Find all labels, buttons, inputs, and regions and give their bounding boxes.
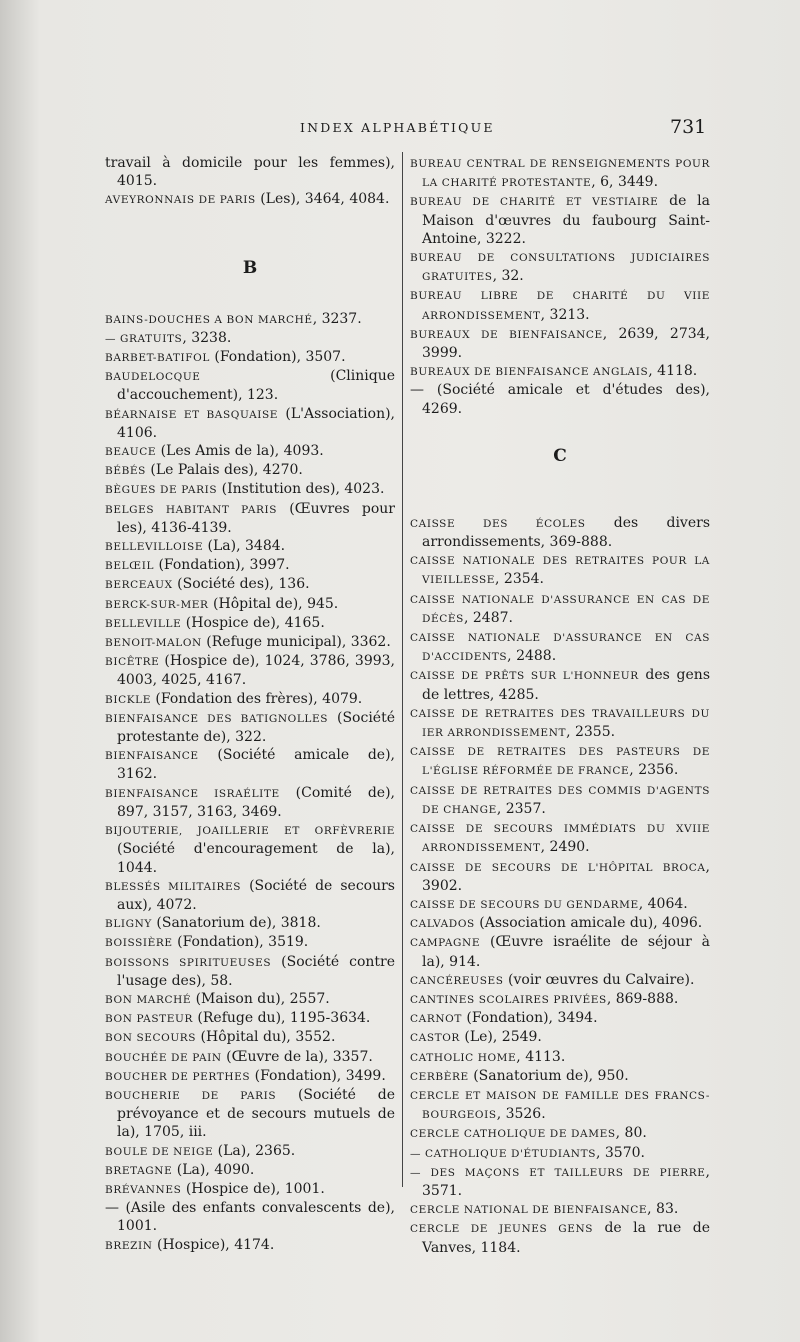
index-entry [105,595,395,614]
index-entry [410,590,710,628]
entry-heading: BAINS-DOUCHES A BON MARCHÉ [105,313,313,326]
entry-text: (Fondation), 3997. [154,557,290,574]
entry-text: (Hospice de), 1024, 3786, 3993, 4003, 4025, 4167. [117,653,395,689]
index-entry [105,1086,395,1142]
entry-text: (voir œuvres du Calvaire). [503,971,695,988]
entry-text: (Société d'encouragement de la), 1044. [117,841,395,876]
entry-heading: BENOIT-MALON [105,637,202,650]
index-entry [105,1009,395,1028]
entry-heading: BERCEAUX [105,579,173,592]
entry-text: (Société de secours aux), 4072. [117,877,395,913]
entry-text: (Œuvres pour les), 4136-4139. [117,500,395,536]
entry-text: (La), 2365. [213,1142,296,1159]
index-entry [105,877,395,914]
index-entry [410,704,710,742]
index-entry [105,953,395,990]
right-column [410,154,710,1257]
entry-heading: BOISSONS SPIRITUEUSES [105,956,272,969]
entry-heading: BOUCHÉE DE PAIN [105,1051,222,1064]
entry-text: (Fondation), 3507. [209,349,346,366]
index-entry [105,1180,395,1199]
entry-text: (Fondation), 3494. [461,1010,598,1027]
running-header [0,116,800,140]
entry-heading: BLESSÉS MILITAIRES [105,880,242,893]
entry-heading: CARNOT [410,1013,462,1026]
entry-text: , 3238. [182,329,232,346]
index-entry [410,1028,710,1047]
index-entry [105,633,395,652]
entry-heading: BUREAU LIBRE DE CHARITÉ DU VIIE ARRONDISSEMENT [410,290,710,322]
entry-heading: BÈGUES DE PARIS [105,484,218,497]
entry-text: (Œuvre de la), 3357. [221,1048,373,1065]
entry-heading: CERBÈRE [410,1070,469,1083]
entry-heading: BÉARNAISE ET BASQUAISE [105,408,279,421]
index-entry [410,819,710,857]
entry-heading: BICKLE [105,693,151,706]
index-entry [105,614,395,633]
index-entry [105,575,395,594]
index-entry [105,990,395,1009]
index-entry [410,781,710,819]
index-entry [410,514,710,551]
index-entry [410,971,710,990]
index-entry [410,286,710,324]
index-entry [105,914,395,933]
entry-text: , 80. [615,1125,647,1142]
entry-text: (Clinique d'accouchement), 123. [117,368,395,404]
entry-text: des divers arrondissements, 369-888. [422,514,711,551]
index-entry [410,381,710,417]
entry-heading: BOUCHER DE PERTHES [105,1070,251,1083]
index-entry [105,367,395,404]
index-entry [105,154,395,190]
entry-text: (L'Association), 4106. [117,405,396,441]
entry-heading: CERCLE CATHOLIQUE DE DAMES [410,1128,616,1141]
index-entry [105,537,395,556]
entry-heading: — DES MAÇONS ET TAILLEURS DE PIERRE [410,1166,706,1179]
index-entry [410,248,710,286]
entry-text: , 2356. [629,762,679,779]
entry-heading: BAUDELOCQUE [105,371,201,384]
entry-text: (Maison du), 2557. [191,990,330,1007]
index-entry [105,500,395,537]
left-column [105,154,395,1255]
index-entry [410,1086,710,1124]
entry-heading: — CATHOLIQUE D'ÉTUDIANTS [410,1147,596,1160]
entry-text: (Société contre l'usage des), 58. [117,953,395,989]
index-entry [410,990,710,1009]
index-entry [410,1163,710,1200]
entry-text: , 3237. [312,310,362,327]
entry-text: de la Maison d'œuvres du faubourg Saint-Antoine, 3222. [422,193,710,247]
index-entry [410,895,710,914]
entry-heading: CAISSE DE PRÊTS SUR L'HONNEUR [410,670,639,683]
left-entries [105,310,395,1255]
left-top-entries [105,154,395,210]
index-entry [105,405,395,442]
entry-heading: CERCLE DE JEUNES GENS [410,1223,594,1236]
entry-text: , 2487. [463,609,513,626]
entry-text: , 3571. [422,1163,710,1199]
entry-heading: CASTOR [410,1032,460,1045]
index-entry [105,329,395,348]
index-entry [410,1048,710,1067]
entry-text: (Le), 2549. [459,1029,542,1046]
index-entry [410,1009,710,1028]
entry-text: (Institution des), 4023. [217,481,385,498]
entry-text: , 3213. [540,306,590,323]
index-entry [105,556,395,575]
page-number: 731 [670,116,707,138]
entry-text: (Sanatorium de), 950. [468,1067,629,1084]
index-entry [410,666,710,703]
entry-heading: BON PASTEUR [105,1013,193,1026]
index-entry [105,652,395,689]
entry-heading: BON SECOURS [105,1032,197,1045]
index-entry [105,190,395,209]
entry-heading: CALVADOS [410,918,475,931]
index-entry [410,1219,710,1256]
entry-text: (La), 4090. [172,1161,255,1178]
index-entry [410,1144,710,1163]
entry-heading: CAISSE NATIONALE DES RETRAITES POUR LA VIEILLESSE [410,555,710,587]
entry-heading: BRÉVANNES [105,1183,182,1196]
entry-heading: BERCK-SUR-MER [105,598,209,611]
entry-text: des gens de lettres, 4285. [422,667,710,703]
index-entry [105,1048,395,1067]
entry-heading: BELLEVILLE [105,617,182,630]
entry-heading: BELGES HABITANT PARIS [105,503,278,516]
index-entry [105,442,395,461]
entry-heading: BELLEVILLOISE [105,541,204,554]
index-entry [410,1067,710,1086]
entry-heading: BLIGNY [105,918,152,931]
index-entry [105,784,395,821]
entry-heading: BON MARCHÉ [105,993,192,1006]
entry-text: , 32. [492,268,524,285]
index-entry [105,480,395,499]
index-entry [410,154,710,192]
entry-text: , 869-888. [606,990,679,1007]
entry-text: (Société des), 136. [172,576,310,593]
entry-text: , 3526. [496,1106,546,1123]
entry-text: — (Asile des enfants convalescents de), 1001. [105,1200,395,1235]
index-entry [105,310,395,329]
entry-text: , 2488. [507,648,557,665]
index-entry [105,709,395,746]
entry-text: , 83. [647,1201,679,1218]
entry-heading: BIENFAISANCE [105,750,199,763]
entry-heading: BRETAGNE [105,1164,173,1177]
index-entry [410,325,710,362]
entry-text: (La), 3484. [203,538,286,555]
entry-heading: BIJOUTERIE, JOAILLERIE ET ORFÈVRERIE [105,825,395,838]
entry-heading: AVEYRONNAIS DE PARIS [105,194,256,207]
index-entry [105,1142,395,1161]
entry-text: (Sanatorium de), 3818. [151,915,321,932]
entry-text: travail à domicile pour les femmes), 4015. [105,155,395,190]
entry-heading: CAISSE DE RETRAITES DES COMMIS D'AGENTS DE CHANGE [410,784,710,816]
right-entries [410,514,710,1257]
entry-text: , 6, 3449. [591,174,659,191]
entry-heading: CERCLE NATIONAL DE BIENFAISANCE [410,1204,648,1217]
index-entry [105,746,395,783]
index-entry [410,628,710,666]
section-letter-b: B [242,257,258,278]
entry-heading: CANTINES SCOLAIRES PRIVÉES [410,993,607,1006]
entry-heading: BUREAU DE CHARITÉ ET VESTIAIRE [410,196,659,209]
entry-heading: BUREAU DE CONSULTATIONS JUDICIAIRES GRATUITES [410,252,710,284]
index-entry [410,192,710,248]
index-entry [105,821,395,877]
index-entry [410,914,710,933]
index-entry [410,1200,710,1219]
entry-heading: CAISSE DE SECOURS DE L'HÔPITAL BROCA [410,861,706,874]
entry-text: (Fondation des frères), 4079. [150,690,363,707]
entry-text: (Les Amis de la), 4093. [156,443,324,460]
entry-heading: CAISSE DE RETRAITES DES TRAVAILLEURS DU IER ARRONDISSEMENT [410,707,710,740]
index-entry [105,1028,395,1047]
entry-text: (Hôpital du), 3552. [196,1029,336,1046]
index-entry [105,348,395,367]
entry-text: (Société amicale de), 3162. [117,747,395,783]
entry-heading: BOUCHERIE DE PARIS [105,1089,277,1102]
entry-text: , 3902. [422,858,710,894]
entry-text: (Société de prévoyance et de secours mutuels de la), 1705, iii. [117,1086,395,1141]
entry-heading: — GRATUITS [105,332,183,345]
section-letter-c: C [553,445,567,466]
entry-heading: BICÊTRE [105,656,160,669]
entry-text: , 2639, 2734, 3999. [422,325,710,362]
index-entry [410,362,710,381]
index-entry [410,933,710,970]
entry-text: , 3570. [595,1144,645,1161]
entry-heading: BELŒIL [105,560,155,573]
entry-text: (Société protestante de), 322. [117,709,395,746]
index-entry [410,1124,710,1143]
entry-heading: BUREAUX DE BIENFAISANCE [410,328,603,341]
entry-heading: BREZIN [105,1239,153,1252]
entry-heading: CERCLE ET MAISON DE FAMILLE DES FRANCS-BOURGEOIS [410,1089,710,1122]
entry-heading: CAISSE DES ÉCOLES [410,517,586,530]
index-entry [410,742,710,780]
entry-heading: CAMPAGNE [410,937,481,950]
entry-text: (Refuge du), 1195-3634. [192,1010,371,1027]
entry-text: , 4118. [648,363,698,380]
entry-heading: BÉBÉS [105,465,146,478]
entry-text: (Hospice de), 4165. [181,614,325,631]
entry-heading: BIENFAISANCE ISRAÉLITE [105,787,280,800]
index-entry [105,461,395,480]
entry-heading: CAISSE DE SECOURS DU GENDARME [410,898,639,911]
entry-text: , 4113. [516,1048,566,1065]
index-entry [105,1199,395,1235]
header-title: INDEX ALPHABÉTIQUE [300,120,495,135]
entry-heading: BOISSIÈRE [105,937,173,950]
entry-heading: CAISSE NATIONALE D'ASSURANCE EN CAS D'ACCIDENTS [410,632,710,664]
entry-heading: BARBET-BATIFOL [105,352,210,365]
entry-text: (Comité de), 897, 3157, 3163, 3469. [117,784,395,820]
entry-heading: BUREAUX DE BIENFAISANCE ANGLAIS [410,366,649,379]
entry-text: (Refuge municipal), 3362. [201,634,391,651]
entry-text: — (Société amicale et d'études des), 4269. [410,382,710,417]
entry-text: (Fondation), 3519. [172,934,309,951]
entry-text: , 2355. [566,724,616,741]
index-entry [105,1161,395,1180]
column-divider [402,152,403,1187]
entry-heading: CAISSE NATIONALE D'ASSURANCE EN CAS DE DÉCÈS [410,593,710,625]
entry-text: (Hospice de), 1001. [181,1180,325,1197]
entry-heading: CAISSE DE SECOURS IMMÉDIATS DU XVIIE ARRONDISSEMENT [410,823,710,855]
index-entry [410,858,710,895]
entry-heading: CATHOLIC HOME [410,1051,517,1064]
entry-text: , 2354. [495,571,545,588]
index-entry [105,933,395,952]
right-top-entries [410,154,710,418]
entry-heading: CAISSE DE RETRAITES DES PASTEURS DE L'ÉGLISE RÉFORMÉE DE FRANCE [410,746,710,778]
entry-text: de la rue de Vanves, 1184. [422,1220,710,1256]
entry-text: (Hôpital de), 945. [208,595,339,612]
entry-text: , 4064. [638,895,688,912]
entry-heading: CANCÉREUSES [410,974,504,987]
entry-heading: BUREAU CENTRAL DE RENSEIGNEMENTS POUR LA CHARITÉ PROTESTANTE [410,158,710,190]
entry-text: , 2357. [496,800,546,817]
entry-text: , 2490. [540,839,590,856]
entry-heading: BOULE DE NEIGE [105,1145,214,1158]
entry-heading: BIENFAISANCE DES BATIGNOLLES [105,712,329,725]
index-entry [105,1067,395,1086]
entry-text: (Hospice), 4174. [152,1236,275,1253]
entry-text: (Les), 3464, 4084. [255,191,390,208]
entry-text: (Le Palais des), 4270. [145,462,303,479]
index-entry [410,551,710,589]
index-entry [105,1236,395,1255]
entry-text: (Association amicale du), 4096. [474,915,703,932]
entry-text: (Œuvre israélite de séjour à la), 914. [422,934,710,970]
index-entry [105,690,395,709]
entry-heading: BEAUCE [105,446,157,459]
entry-text: (Fondation), 3499. [250,1067,386,1084]
